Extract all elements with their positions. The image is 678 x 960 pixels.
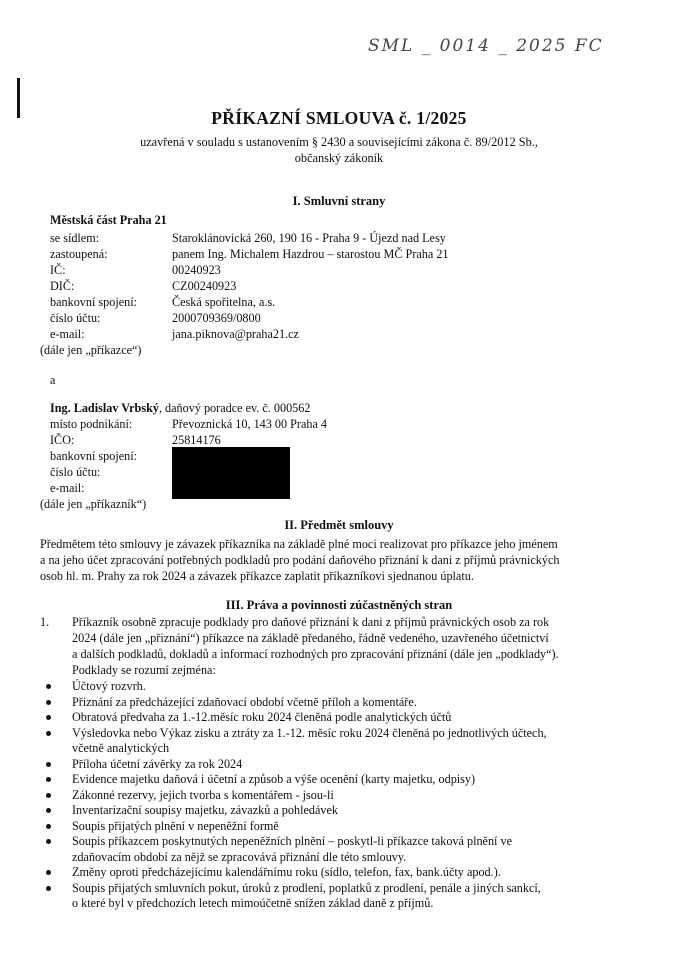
party1-value: Staroklánovická 260, 190 16 - Praha 9 - Újezd nad Lesy (172, 231, 446, 245)
bullet-item-text: Inventarizační soupisy majetku, závazků a pohledávek (72, 803, 338, 817)
bullet-dot (46, 684, 51, 689)
bullet-dot (46, 870, 51, 875)
party1-value: 2000709369/0800 (172, 311, 261, 325)
party2-alias: (dále jen „příkazník“) (40, 497, 147, 511)
paragraph-line: a dalších podkladů, dokladů a informací rozhodných pro zpracování přiznání (dále jen „podklady“). (72, 647, 559, 661)
bullet-item-text: o které byl v předchozích letech mimoúčetně snížen základ daně z příjmů. (72, 896, 434, 910)
bullet-dot (46, 700, 51, 705)
bullet-item-text: Soupis příkazcem poskytnutých nepeněžních plnění – poskytl-li příkazce taková plnění ve (72, 834, 512, 848)
party1-alias: (dále jen „příkazce“) (40, 343, 142, 357)
party1-label: se sídlem: (50, 231, 100, 245)
section2-paragraph (40, 536, 640, 584)
conjunction: a (50, 373, 56, 387)
party1-value: 00240923 (172, 263, 221, 277)
paragraph-line: Předmětem této smlouvy je závazek příkazníka na základě plné moci realizovat pro příkazce jeho jménem (40, 537, 558, 551)
bullet-item-text: Evidence majetku daňová i účetní a způsob a výše ocenění (karty majetku, odpisy) (72, 772, 476, 786)
party1-label: e-mail: (50, 327, 85, 341)
party1-value: jana.piknova@praha21.cz (172, 327, 299, 341)
bullet-dot (46, 731, 51, 736)
subtitle-line: občanský zákoník (294, 151, 384, 165)
party2-label: místo podnikání: (50, 417, 133, 431)
section-heading: I. Smluvní strany (292, 194, 386, 208)
bullet-item-text: Přiznání za předcházející zdaňovací období včetně příloh a komentáře. (72, 694, 417, 709)
party2-name-suffix: , daňový poradce ev. č. 000562 (158, 401, 311, 415)
party1-value: Česká spořitelna, a.s. (172, 295, 276, 309)
paragraph-line: a na jeho účet zpracování potřebných podkladů pro podání daňového přiznání k dani z příjmů právnických (40, 553, 560, 567)
subtitle-line: uzavřená v souladu s ustanovením § 2430 a souvisejícími zákona č. 89/2012 Sb., (140, 135, 538, 149)
bullet-item-text: zdaňovacím období za nějž se zpracovává přiznání dle této smlouvy. (72, 849, 407, 864)
party2-value: 25814176 (172, 433, 221, 447)
bullet-item-text: Změny oproti předcházejícímu kalendářnímu roku (sídlo, telefon, fax, bank.účty apod.). (72, 865, 501, 879)
bullet-item-text: Soupis přijatých smluvních pokut, úroků z prodlení, poplatků z prodlení, penále a jiných sankcí, (72, 880, 541, 895)
bullet-dot (46, 886, 51, 891)
party1-value: CZ00240923 (172, 279, 237, 293)
document-subtitle (0, 134, 678, 166)
section3-item-text (72, 614, 632, 678)
party1-label: DIČ: (50, 279, 75, 293)
party2-label: IČO: (50, 433, 75, 447)
item-number: 1. (40, 615, 50, 629)
party2-label: bankovní spojení: (50, 449, 137, 463)
party2-label: číslo účtu: (50, 465, 101, 479)
document-title: PŘÍKAZNÍ SMLOUVA č. 1/2025 (211, 108, 467, 128)
bullet-item-text: Příloha účetní závěrky za rok 2024 (72, 756, 243, 771)
bullet-dot (46, 839, 51, 844)
party2-name: Ing. Ladislav Vrbský (50, 401, 159, 415)
redaction-block (172, 447, 290, 499)
bullet-item-text: Výsledovka nebo Výkaz zisku a ztráty za 1.-12. měsíc roku 2024 členěná po jednotlivých účtech, (72, 725, 547, 740)
bullet-dot (46, 762, 51, 767)
bullet-dot (46, 777, 51, 782)
paragraph-line: Podklady se rozumí zejména: (72, 663, 216, 677)
bullet-dot (46, 808, 51, 813)
bullet-dot (46, 824, 51, 829)
party1-name: Městská část Praha 21 (50, 213, 167, 227)
handwritten-reference: SML _ 0014 _ 2025 FC (368, 36, 604, 56)
bullet-item-text: Účtový rozvrh. (72, 679, 146, 693)
party2-value: Převoznická 10, 143 00 Praha 4 (172, 417, 328, 431)
bullet-item-text: včetně analytických (72, 741, 170, 755)
party1-value: panem Ing. Michalem Hazdrou – starostou MČ Praha 21 (172, 247, 449, 261)
bullet-dot (46, 715, 51, 720)
party1-label: IČ: (50, 263, 66, 277)
party1-label: číslo účtu: (50, 311, 101, 325)
section-heading: II. Předmět smlouvy (284, 518, 394, 532)
paragraph-line: 2024 (dále jen „přiznání“) příkazce na základě předaného, řádně vedeného, uzavřeného účetnictví (72, 631, 549, 645)
paragraph-line: Příkazník osobně zpracuje podklady pro daňové přiznání k dani z příjmů právnických osob za rok (72, 615, 550, 629)
section-heading: III. Práva a povinnosti zúčastněných stran (225, 598, 453, 612)
party1-label: zastoupená: (50, 247, 108, 261)
bullet-item-text: Soupis přijatých plnění v nepeněžní formě (72, 818, 279, 833)
party1-label: bankovní spojení: (50, 295, 137, 309)
party2-label: e-mail: (50, 481, 85, 495)
party2-heading (50, 400, 310, 416)
bullet-item-text: Obratová předvaha za 1.-12.měsíc roku 2024 členěná podle analytických účtů (72, 710, 452, 724)
bullet-item-text: Zákonné rezervy, jejich tvorba s komentářem - jsou-li (72, 787, 334, 802)
paragraph-line: osob hl. m. Prahy za rok 2024 a závazek příkazce zaplatit příkazníkovi sjednanou úplatu. (40, 569, 474, 583)
bullet-dot (46, 793, 51, 798)
